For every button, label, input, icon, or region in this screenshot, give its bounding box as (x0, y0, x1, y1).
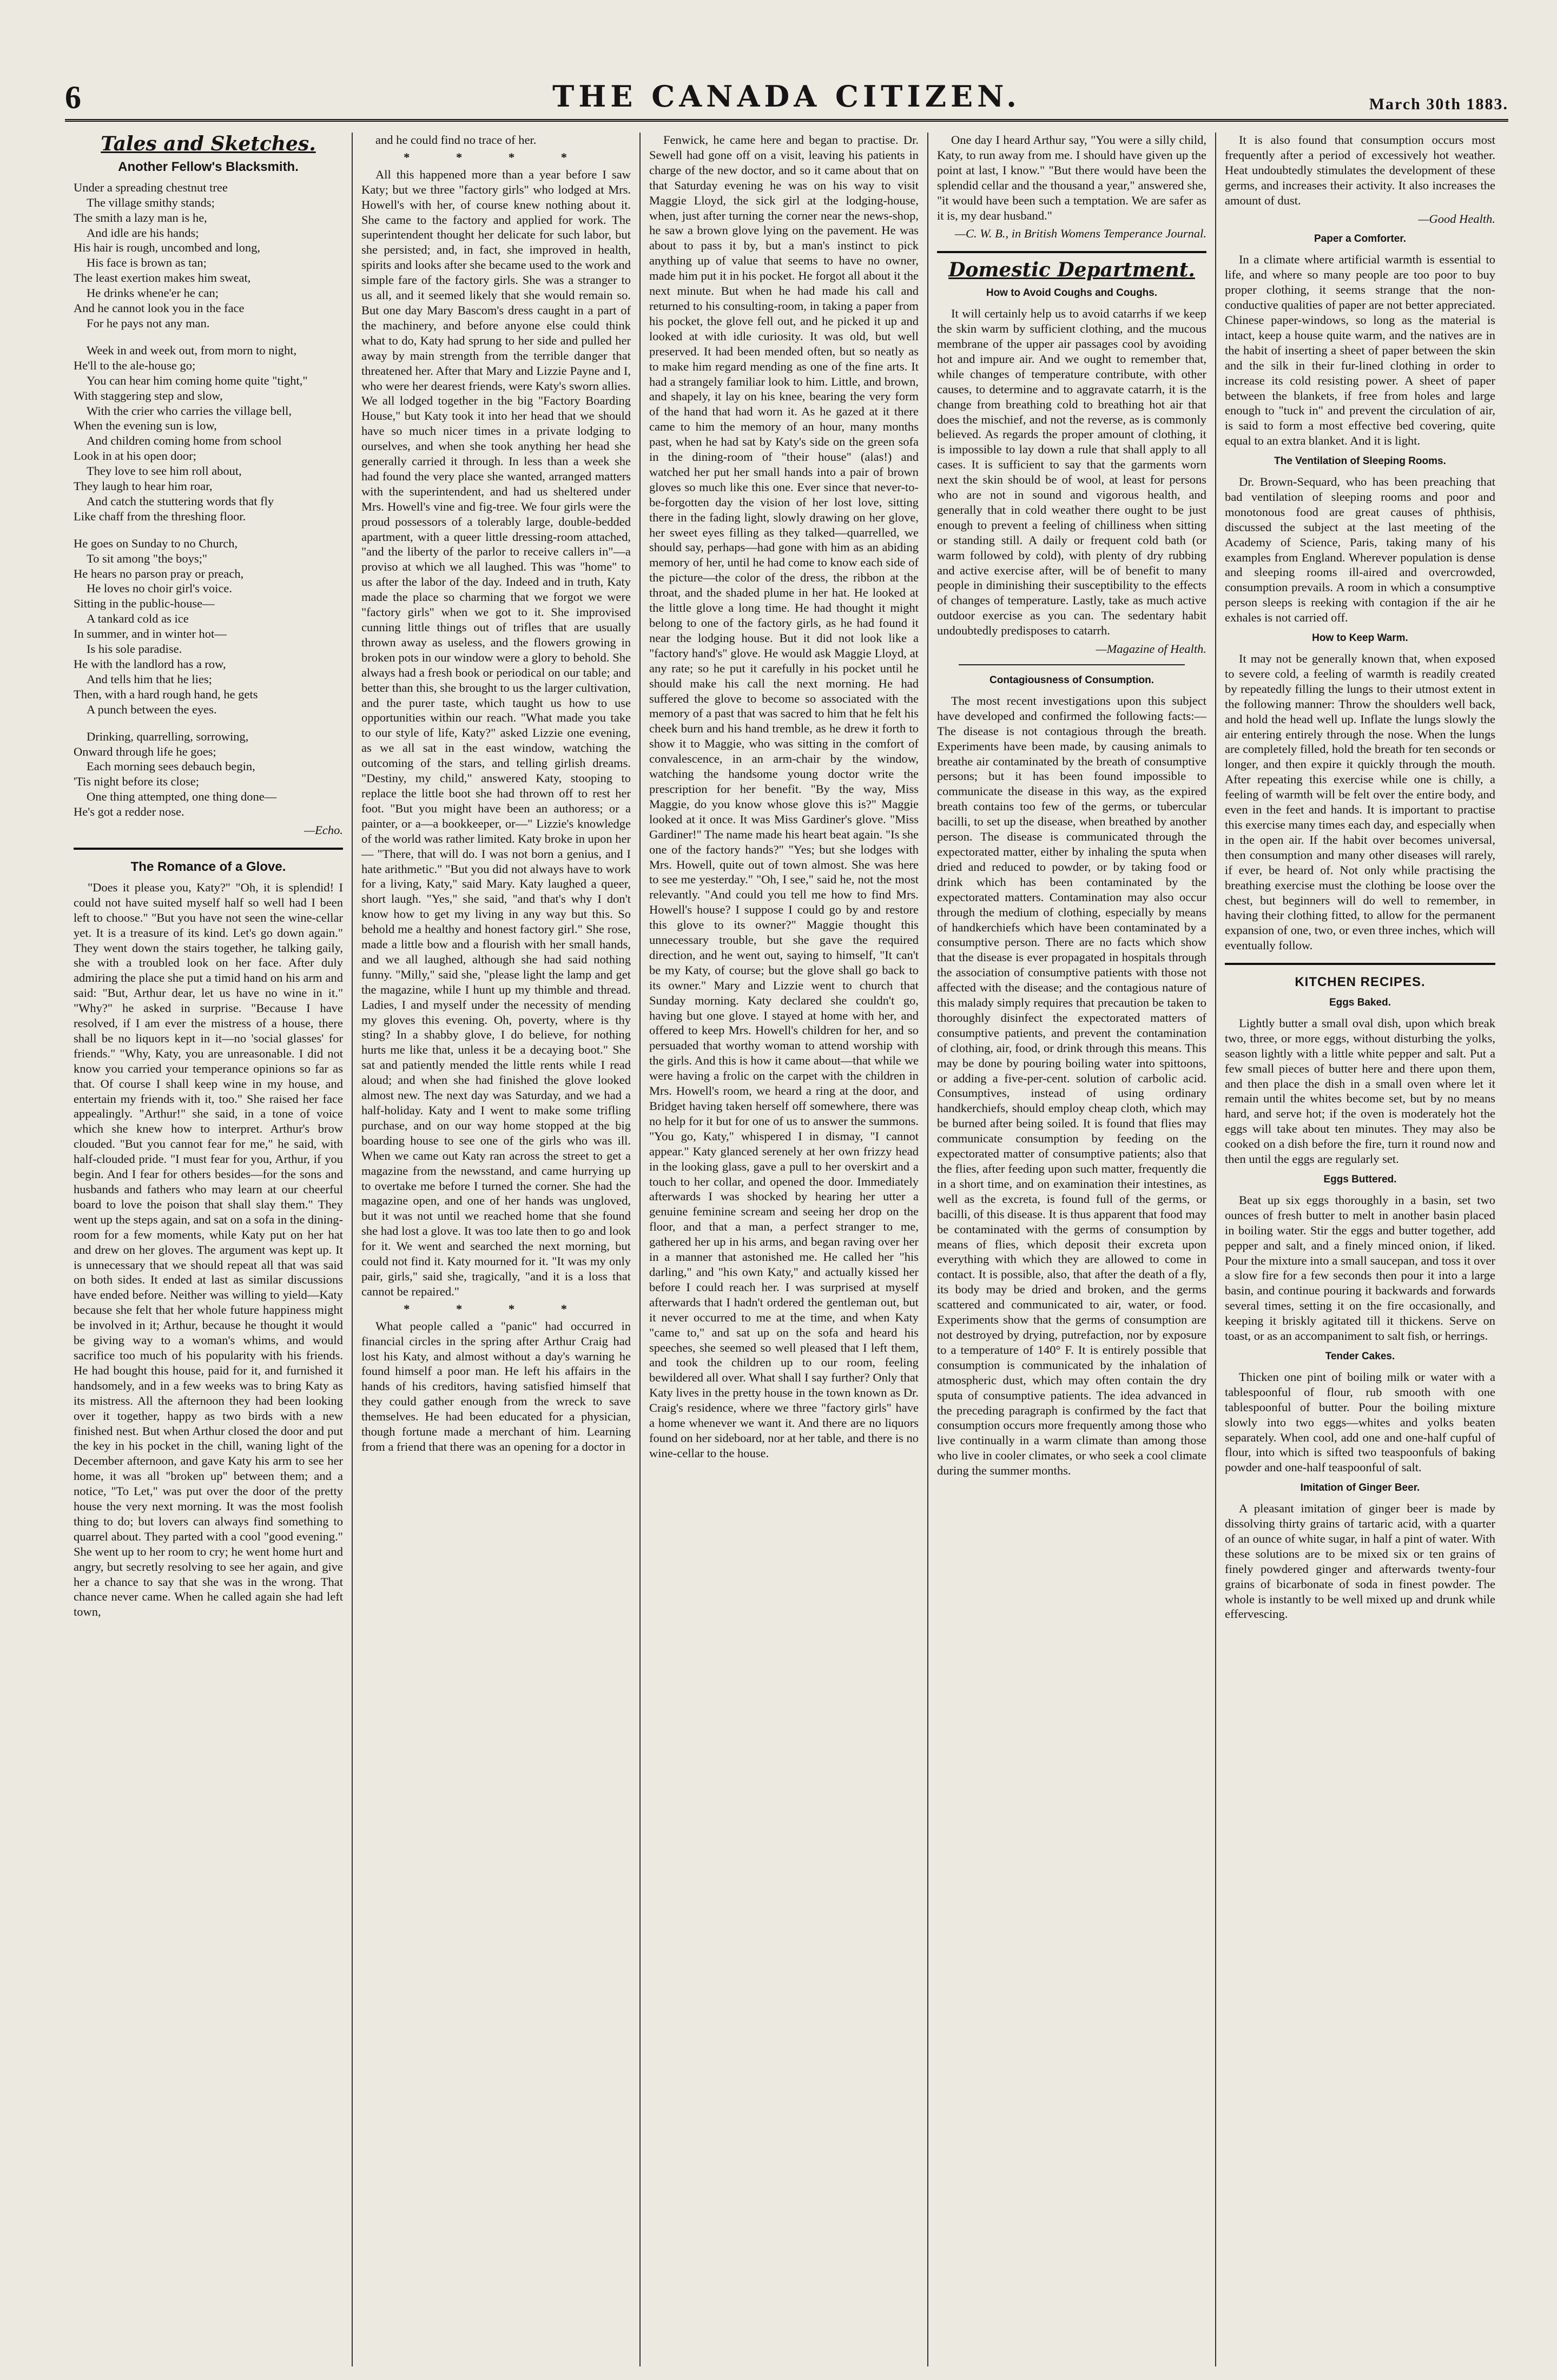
article-source: —Magazine of Health. (1096, 642, 1206, 656)
poem-line: Each morning sees debauch begin, (87, 759, 255, 774)
column-1 (65, 133, 353, 2366)
poem-line: A tankard cold as ice (87, 612, 189, 626)
article-source: —Good Health. (1418, 211, 1495, 226)
poem-line: One thing attempted, one thing done— (87, 790, 277, 804)
poem-source: —Echo. (304, 823, 343, 837)
article-text: The most recent investigations upon this subject have developed and confirmed the following facts:— The disease is not contagious through the breath. Experiments have been made, by causing animals to breathe air contaminated by the breath of consumptive persons; but it has been found impossible to communicate the disease in this way, as the expired breath contains too few of the germs, or tubercular bacilli, to set up the disease, when breathed by another person. The disease is communicated through the expectorated matter, either by inhaling the sputa when dried and reduced to powder, or by taking food or drink which has been contaminated by the expectorated matters. Contamination may also occur through the medium of clothing, especially by means of handkerchiefs which have been contaminated by a consumptive person. There are no facts which show that the disease is ever propagated in hospitals through the association of consumptive patients with those not affected with the disease; and the contagious nature of this malady simply requires that precaution be taken to thoroughly disinfect the expectorated matters of consumptive patients, and prevent the contamination of clothing, air, food, or drink through this means. This may be done by pouring boiling water into spittoons, or adding a five-per-cent. solution of carbolic acid. Consumptives, instead of using ordinary handkerchiefs, should employ cheap cloth, which may be burned after being soiled. It is found that flies may communicate consumption by feeding on the expectorated matter of consumptive patients; also that the flies, after feeding upon such matter, frequently die in a short time, and on examination their intestines, as well as the excreta, is found full of the germs, or bacilli, of this disease. It is thus apparent that food may be contaminated with the germs of consumption by means of flies, which deposit their excreta upon everything with which they are allowed to come in contact. It is possible, also, that after the death of a fly, its body may be dried and broken, and the germs scattered and communicated to air, water, or food. Experiments show that the germs of consumption are not destroyed by drying, putrefaction, nor by exposure to a temperature of 140° F. It is entirely possible that consumption is communicated by the inhalation of atmospheric dust, which may often contain the dry sputa of consumptive patients. The idea advanced in the preceding paragraph is confirmed by the fact that consumption occurs more frequently among those who live continually in a warm climate than among those who live in cooler climates, or who seek a cool climate during the summer months. (937, 693, 1206, 1478)
stanza-break (74, 717, 343, 729)
article-text: Dr. Brown-Sequard, who has been preaching that bad ventilation of sleeping rooms and poor and monotonous food are great causes of phthisis, discussed the subject at the last meeting of the Academy of Science, Paris, taking many of his examples from England. Wherever population is dense and sleeping rooms ill-aired and overcrowded, consumption prevails. A room in which a consumptive person sleeps is reeking with contagion if the air he exhales is not carried off. (1225, 475, 1495, 625)
poem-line: With staggering step and slow, (74, 388, 223, 402)
poem-line: Is his sole paradise. (87, 642, 182, 656)
poem-line: They laugh to hear him roar, (74, 479, 213, 493)
issue-date: March 30th 1883. (1369, 95, 1508, 113)
article-title: Paper a Comforter. (1314, 233, 1406, 245)
recipes-heading: KITCHEN RECIPES. (1295, 975, 1426, 990)
section-heading: Tales and Sketches. (101, 133, 316, 155)
poem-line: Under a spreading chestnut tree (74, 180, 228, 194)
poem-line: In summer, and in winter hot— (74, 627, 227, 641)
newspaper-title: THE CANADA CITIZEN. (552, 79, 1021, 114)
columns (65, 133, 1508, 2366)
section-break: * * * * (404, 1301, 589, 1315)
poem-line: Then, with a hard rough hand, he gets (74, 687, 258, 701)
recipe-title: Eggs Baked. (1329, 997, 1391, 1009)
poem-line: Week in and week out, from morn to night, (87, 343, 297, 357)
poem-line: For he pays not any man. (87, 316, 210, 330)
poem-line: He drinks whene'er he can; (87, 286, 219, 300)
poem-line: He with the landlord has a row, (74, 657, 226, 671)
poem-line: And catch the stuttering words that fly (87, 494, 274, 508)
recipe-title: Tender Cakes. (1325, 1350, 1395, 1362)
poem-line: Sitting in the public-house— (74, 597, 215, 611)
poem-line: He goes on Sunday to no Church, (74, 536, 238, 550)
poem-line: And children coming home from school (87, 434, 282, 448)
section-heading: Domestic Department. (948, 259, 1195, 282)
article-title: How to Keep Warm. (1312, 632, 1408, 644)
article-title: The Ventilation of Sleeping Rooms. (1274, 455, 1446, 467)
column-2 (353, 133, 641, 2366)
masthead (65, 76, 1508, 122)
poem-line: His face is brown as tan; (87, 256, 207, 270)
poem-line: Drinking, quarrelling, sorrowing, (87, 729, 249, 743)
story-text: What people called a "panic" had occurred in financial circles in the spring after Arthur Craig had lost his Katy, and almost without a day's warning he found himself a poor man. He left his affairs in the hands of his creditors, having satisfied himself that they could gather enough from the wreck to save themselves. He had been educated for a physician, though fortune made a merchant of him. Learning from a friend that there was an opening for a doctor in (361, 1319, 631, 1453)
poem-line: A punch between the eyes. (87, 702, 217, 716)
poem-line: He's got a redder nose. (74, 805, 184, 819)
stanza-break (74, 331, 343, 343)
poem-line: The village smithy stands; (87, 195, 215, 209)
column-4 (928, 133, 1216, 2366)
poem-line: He hears no parson pray or preach, (74, 566, 244, 580)
story-text: Fenwick, he came here and began to practise. Dr. Sewell had gone off on a visit, leaving his patients in charge of the new doctor, and so it came about that on that Saturday evening he was on his way to visit Maggie Lloyd, the sick girl at the lodging-house, when, just after turning the corner near the news-shop, he saw a brown glove lying on the pavement. He was about to pass it by, but a man's instinct to pick anything up of value that seems to have no owner, made him put it in his pocket. He forgot all about it the next minute. But when he had made his call and returned to his consulting-room, in taking a paper from his pocket, the glove fell out, and he picked it up and looked at with idle curiosity. It was old, but well preserved. It had been mended often, but so neatly as to make him regard mending as one of the fine arts. It had a strangely familiar look to him. Little, and brown, and shapely, it lay on his knee, bearing the very form of the hand that had worn it. As he gazed at it there came to him the memory of an hour, many months past, when he had sat by Katy's side on the green sofa in the dining-room of "their house" (alas!) and watched her put her small hands into a pair of brown gloves so much like this one. Ever since that never-to-be-forgotten day the vision of her lost love, sitting there in the fading light, slowly drawing on her glove, her sweet eyes filling as they talked—quarrelled, we should say, perhaps—had gone with him as an abiding memory of her, until he had come to know each side of the picture—the color of the dress, the ribbon at the throat, and the shaded plume in her hat. He looked at the little glove a long time. He had thought it might belong to one of the factory girls, as he had found it near the lodging house. But it did not look like a "factory hand's" glove. He would ask Maggie Lloyd, at any rate; so he put it carefully in his pocket until he should make his call the next morning. He had suffered the glove to become so associated with the memory of a past that was sacred to him that he felt his cheek burn and his hand tremble, as he drew it forth to show it to Maggie, who was sitting in the comfort of convalescence, in an arm-chair by the window, watching the handsome young doctor write the prescription for her benefit. "By the way, Miss Maggie, do you know whose glove this is?" Maggie looked at it once. It was Miss Gardiner's glove. "Miss Gardiner!" The name made his heart beat again. "Is she one of the factory hands?" "Yes; but she lodges with Mrs. Howell, quite out of town almost. She was here to see me yesterday." "Oh, I see," said he, not the most relevantly. "And could you tell me how to find Mrs. Howell's house? I suppose I could go by and restore this glove to its owner?" Maggie thought this unnecessary trouble, but she gave the required direction, and he went out, saying to himself, "It can't be my Katy, of course; but the glove shall go back to its owner." Mary and Lizzie went to church that Sunday morning. Katy declared she couldn't go, having but one glove. I stayed at home with her, and offered to keep Mrs. Howell's children for her, and so persuaded that worthy woman to attend worship with the girls. And this is how it came about—that while we were having a frolic on the carpet with the children in Mrs. Howell's room, we heard a ring at the door, and Bridget having taken herself off somewhere, there was no help for it but for one of us to answer the summons. "You go, Katy," whispered I in dismay, "I cannot appear." Katy glanced serenely at her own frizzy head in the looking glass, gave a pull to her overskirt and a touch to her collar, and opened the door. Immediately afterwards I was shocked by hearing her utter a genuine feminine scream and seeing her drop on the floor, and that a man, a perfect stranger to me, gathered her up in his arms, and began raving over her in a manner that astonished me. He called her "his darling," and "his own Katy," and actually kissed her before I could reach her. I was surprised at myself afterwards that I hadn't ordered the gentleman out, but it never occurred to me at the time, and when Katy "came to," and sat up on the sofa and heard his speeches, she seemed so well pleased that I left them, and took the children up to our room, feeling bewildered all over. What shall I say further? Only that Katy lives in the pretty house in the town known as Dr. Craig's residence, where we three "factory girls" have a home whenever we want it. And there are no liquors found on her sideboard, nor at her table, and there is no wine-cellar to the house. (649, 133, 919, 1460)
section-break: * * * * (404, 150, 589, 164)
divider (937, 251, 1206, 253)
poem-line: The least exertion makes him sweat, (74, 271, 251, 285)
article-text: It may not be generally known that, when exposed to severe cold, a feeling of warmth is readily created by repeatedly filling the lungs to their utmost extent in the following manner: Throw the shoulders well back, and hold the head well up. Inflate the lungs slowly the air entering entirely through the nose. When the lungs are completely filled, hold the breath for ten seconds or longer, and then expire it quickly through the mouth. After repeating this exercise while one is chilly, a feeling of warmth will be felt over the entire body, and even in the feet and hands. It is important to practise this exercise many times each day, and especially when in the open air. If the habit over becomes universal, then consumption and many other diseases will rarely, if ever, be heard of. Not only while practising the breathing exercise must the clothing be loose over the chest, but beginners will do well to remember, in having their clothing fitted, to allow for the permanent expansion of one, two, or even three inches, which will eventually follow. (1225, 652, 1495, 953)
article-ending: It is also found that consumption occurs most frequently after a period of excessively hot weather. Heat undoubtedly stimulates the development of these germs, and increases their activity. It also increases the amount of dust. (1225, 133, 1495, 207)
poem-title: Another Fellow's Blacksmith. (118, 159, 299, 174)
column-3 (641, 133, 928, 2366)
divider (1225, 963, 1495, 965)
poem-line: 'Tis night before its close; (74, 775, 199, 789)
poem-line: When the evening sun is low, (74, 419, 217, 433)
poem-line: With the crier who carries the village bell, (87, 404, 292, 418)
story-ending: One day I heard Arthur say, "You were a silly child, Katy, to run away from me. I should have given up the point at last, I know." "But there would have been the splendid cellar and the thousand a year," answered she, "it would have been such a temptation. We are safer as it is, my dear husband." (937, 133, 1206, 222)
article-text: In a climate where artificial warmth is essential to life, and where so many people are too poor to buy proper clothing, it seems strange that the non-conductive qualities of paper are not better appreciated. Chinese paper-windows, so long as the material is intact, keep a house quite warm, and the natives are in the habit of inserting a sheet of paper between the skin and the silk in their fur-lined clothing in order to increase its cold resisting power. A sheet of paper between the blankets, if free from holes and large enough to "tuck in" and prevent the circulation of air, is said to form a most effective bed covering, quite equal to an extra blanket. And it is light. (1225, 253, 1495, 448)
poem (74, 180, 343, 819)
story-source: —C. W. B., in British Womens Temperance Journal. (954, 227, 1206, 241)
article-title: Contagiousness of Consumption. (989, 675, 1154, 686)
poem-line: He loves no choir girl's voice. (87, 581, 232, 596)
poem-line: And idle are his hands; (87, 226, 199, 240)
column-5 (1216, 133, 1504, 2366)
poem-line: To sit among "the boys;" (87, 551, 208, 565)
poem-line: Look in at his open door; (74, 449, 196, 463)
poem-line: And tells him that he lies; (87, 672, 212, 686)
poem-line: Like chaff from the threshing floor. (74, 509, 246, 523)
divider (74, 848, 343, 850)
story-text: "Does it please you, Katy?" "Oh, it is splendid! I could not have suited myself half so well had I been left to choose." "But you have not seen the wine-cellar yet. It is a treasure of its kind. Let's go down again." They went down the stairs together, he talking gaily, she with a troubled look on her face. After duly admiring the place she put a timid hand on his arm and said: "But, Arthur dear, let us have no wine in it." "Why?" he asked in surprise. "Because I have resolved, if I am ever the mistress of a house, there shall be no liquors kept in it—no 'social glasses' for friends." "Why, Katy, you are unreasonable. I did not know you carried your temperance opinions so far as that. Of course I shall keep wine in my house, and entertain my friends with it, too." She raised her face appealingly. "Arthur!" she said, in a tone of voice which she knew how to interpret. Arthur's brow clouded. "But you cannot fear for me," he said, with half-clouded pride. "I must fear for you, Arthur, if you begin. And I fear for others besides—for the sons and husbands and fathers who may learn at our cheerful board to love the poison that shall slay them." They went up the steps again, and sat on a sofa in the dining-room for a few moments, while Katy put on her hat and drew on her gloves. The argument was kept up. It is unnecessary that we should repeat all that was said on both sides. It ended at last as similar discussions have ended before. Neither was willing to yield—Katy because she felt that her whole future happiness might be involved in it; Arthur, because he thought it would be giving way to a woman's whims, and would sacrifice too much of his popularity with his friends. He had bought this house, paid for it, and furnished it handsomely, and in a few weeks was to bring Katy as its mistress. All the afternoon they had been looking over it together, happy as two birds with a new finished nest. But when Arthur closed the door and put the key in his pocket in the chill, waning light of the December afternoon, and gave Katy his arm to see her home, it was all "broken up" between them; and a notice, "To Let," was put over the door of the pretty house the very next morning. It was the most foolish thing to do; but lovers can always find something to quarrel about. They parted with a cool "good evening." She went up to her room to cry; he went home hurt and angry, but secretly resolving to see her again, and give her a chance to say that she was in the wrong. That chance never came. When he called again she had left town, (74, 880, 344, 1619)
poem-line: The smith a lazy man is he, (74, 210, 207, 224)
poem-line: Onward through life he goes; (74, 744, 216, 758)
poem-line: You can hear him coming home quite "tight," (87, 373, 308, 387)
page-number: 6 (65, 80, 81, 115)
recipe-title: Imitation of Ginger Beer. (1300, 1482, 1420, 1494)
recipe-text: A pleasant imitation of ginger beer is made by dissolving thirty grains of tartaric acid, with a quarter of an ounce of white sugar, in half a pint of water. With these solutions are to be mixed six or ten grains of finely powdered ginger and afterwards twenty-four grains of bicarbonate of soda in finest powder. The whole is instantly to be well mixed up and drunk while effervescing. (1225, 1502, 1495, 1621)
story-continued: and he could find no trace of her. (375, 133, 537, 147)
story-title: The Romance of a Glove. (130, 859, 286, 874)
story-text: All this happened more than a year before I saw Katy; but we three "factory girls" who lodged at Mrs. Howell's with her, of course knew nothing about it. She came to the factory and applied for work. The superintendent thought her delicate for such labor, but she persisted; and, in fact, she improved in health, spirits and looks after she became used to the work and simple fare of the factory girls. She was a stranger to us all, and it seemed likely that she would remain so. But one day Mary Bascom's dress caught in a part of the machinery, and before anyone else could think what to do, Katy had sprung to her side and pulled her away by main strength from the terrible danger that threatened her. After that Mary and Lizzie Payne and I, who were her dearest friends, were Katy's sworn allies. We all lodged together in the big "Factory Boarding House," but Katy took it into her head that we should have so much nicer times in a private lodging to ourselves, and when she took anything her head she generally carried it through. In less than a week she had found the very place she wanted, arranged matters with the superintendent, and had us sheltered under Mrs. Howell's vine and fig-tree. We four girls were the proud possessors of a tolerably large, double-bedded apartment, with a queer little dressing-room attached, "and the liberty of the parlor to receive callers in"—a proviso at which we all laughed. This was "home" to us after the labor of the day. Indeed and in truth, Katy made the place so charming that we forgot we were "factory girls" when we got to it. She improvised cunning little things out of trifles that are usually thrown away as useless, and the flowers growing in broken pots in our window were a glory to behold. She always had a fresh book or periodical on our table; and better than this, she brought to us the larger cultivation, and the purer taste, which taught us how to use opportunities within our reach. "What made you take to our style of life, Katy?" asked Lizzie one evening, as we all sat in the east window, watching the outcoming of the stars, and telling girlish dreams. "Destiny, my child," answered Katy, stooping to replace the little boot she had thrown off to rest her foot. "But you might have been an authoress; or a painter, or a—a bookkeeper, or—" Lizzie's knowledge of the world was rather limited. Katy broke in upon her— "There, that will do. I was not born a genius, and I hate arithmetic." "But you did not always have to work for a living, Katy," said Mary. Katy laughed a queer, short laugh. "Yes," she said, "and that's why I don't know how to get my living in any way but this. So behold me a healthy and honest factory girl." She rose, made a little bow and a flourish with her small hands, and we all laughed, although she had said nothing funny. "Milly," said she, "please light the lamp and get the magazine, while I hunt up my thimble and thread. Ladies, I and myself under the necessity of mending my gloves this evening. Oh, poverty, where is thy sting? In a shabby glove, I do believe, for nothing hurts me like that, unless it be a decaying boot." She sat and patiently mended the little rents while I read aloud; and when she had finished the glove looked almost new. The next day was Saturday, and we had a half-holiday. Katy and I went to make some trifling purchase, and on our way home stopped at the big boarding house to see one of the girls who was ill. When we came out Katy ran across the street to get a magazine from the newsstand, and came hurrying up to overtake me before I turned the corner. She had the magazine open, and one of her hands was ungloved, but it was not until we reached home that she found she had lost a glove. It was too late then to go and look for it. We went and searched the next morning, but could not find it. Katy mourned for it. "It was my only pair, girls," said she, tragically, "and it is a loss that cannot be repaired." (361, 167, 631, 1298)
poem-line: And he cannot look you in the face (74, 301, 245, 315)
recipe-text: Thicken one pint of boiling milk or water with a tablespoonful of flour, rub smooth with one tablespoonful of butter. Pour the boiling mixture slowly into two eggs—whites and yolks beaten separately. When cool, add one and one-half cupful of flour, into which is sifted two teaspoonfuls of baking powder and one-half teaspoonful of salt. (1225, 1370, 1495, 1475)
poem-line: His hair is rough, uncombed and long, (74, 241, 260, 255)
recipe-text: Beat up six eggs thoroughly in a basin, set two ounces of fresh butter to melt in another basin placed in boiling water. Stir the eggs and butter together, add pepper and salt, and a finely minced onion, if liked. Pour the mixture into a small saucepan, and toss it over a slow fire for a few seconds then pour it into a large basin, and continue pouring it backwards and forwards several times, setting it on the fire occasionally, and keeping it briskly agitated till it thickens. Serve on toast, or as an accompaniment to salt fish, or herrings. (1225, 1193, 1495, 1343)
poem-line: He'll to the ale-house go; (74, 358, 196, 372)
article-text: It will certainly help us to avoid catarrhs if we keep the skin warm by sufficient clothing, and the mucous membrane of the upper air passages cool by avoiding hot and impure air. And we ought to remember that, while changes of temperature contribute, with other causes, to determine and to aggravate catarrh, it is the change from breathing cold to breathing hot air that does the mischief, and not the reverse, as is commonly believed. As regards the proper amount of clothing, it is impossible to lay down a rule that shall apply to all cases. It is sufficient to say that the garments worn next the skin should be of wool, at least for persons who are not in sound and vigorous health, and generally that in cold weather there ought to be just enough to prevent a feeling of chilliness when sitting or standing still. A daily or frequent cold bath (or warm followed by cold), with plenty of dry rubbing and active exercise after, will be of benefit to many people in diminishing their susceptibility to the effects of changes of temperature. Lastly, take as much active outdoor exercise as you can. The sedentary habit undoubtedly predisposes to catarrh. (937, 307, 1206, 638)
divider (959, 664, 1185, 665)
recipe-title: Eggs Buttered. (1323, 1174, 1397, 1185)
poem-line: They love to see him roll about, (87, 464, 242, 478)
article-title: How to Avoid Coughs and Coughs. (986, 287, 1158, 299)
stanza-break (74, 524, 343, 536)
recipe-text: Lightly butter a small oval dish, upon which break two, three, or more eggs, without disturbing the yolks, season lightly with a little white pepper and salt. Put a few small pieces of butter here and there upon them, and then place the dish in a small oven where let it remain until the whites become set, but by no means hard, and serve hot; if the oven is moderately hot the eggs will take about ten minutes. They may also be cooked on a dish before the fire, turn it round now and then until the eggs are regularly set. (1225, 1016, 1495, 1166)
